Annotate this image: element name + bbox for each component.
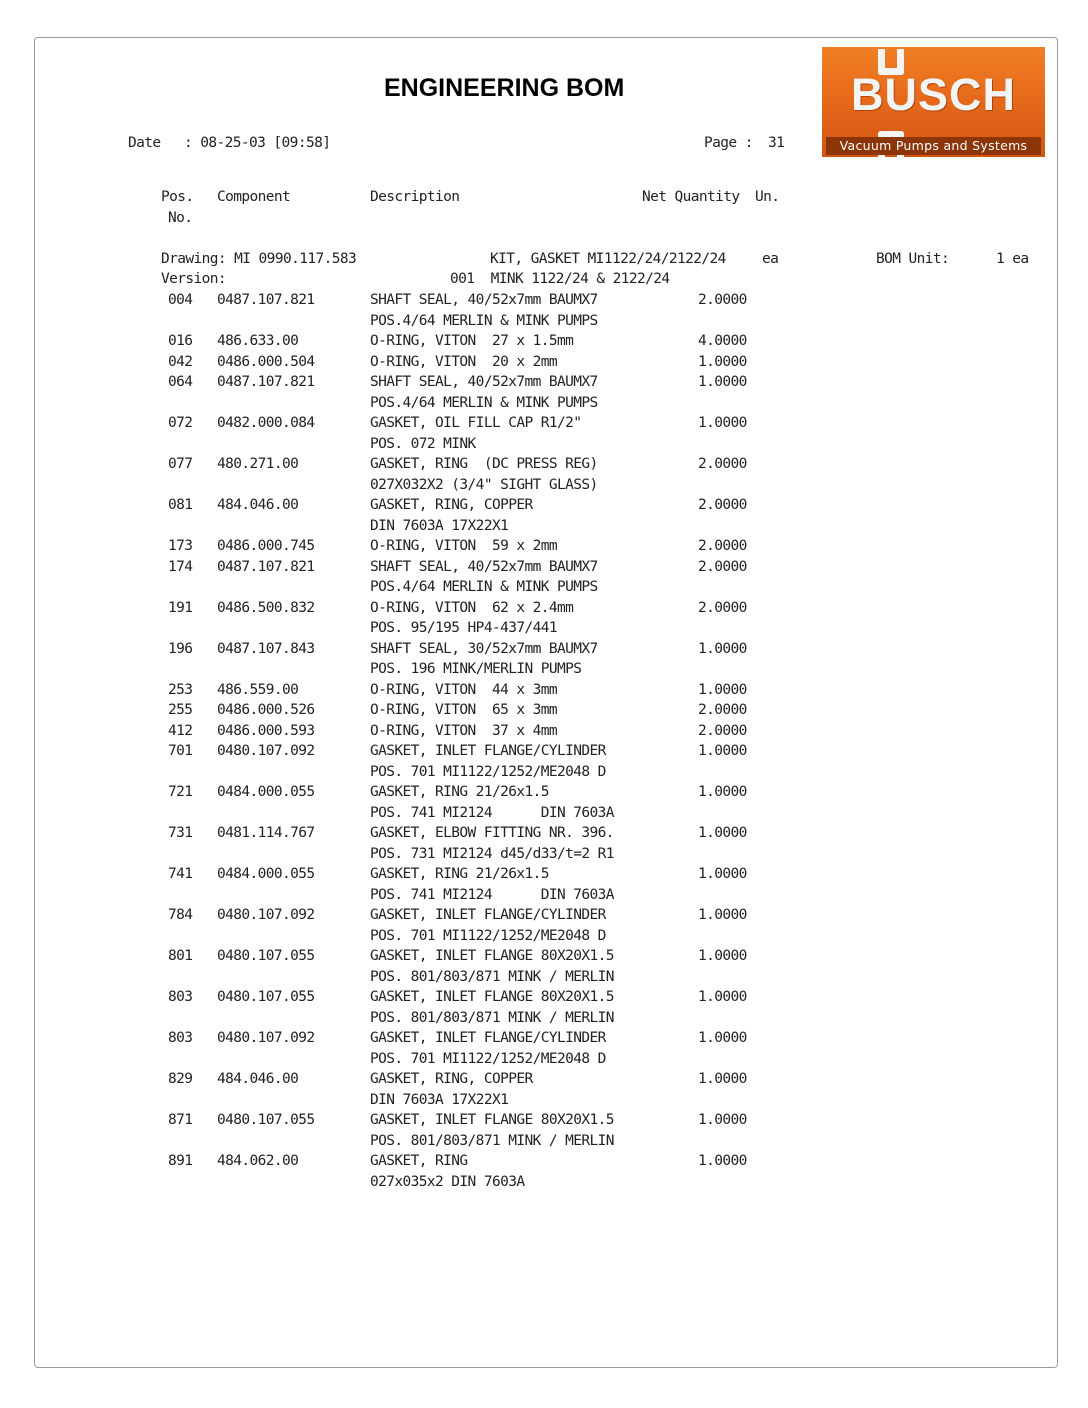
bom-item-row bbox=[0, 1071, 1088, 1091]
item-quantity: 1.0000 bbox=[698, 989, 747, 1005]
item-component: 0486.000.526 bbox=[217, 702, 315, 718]
item-component: 0484.000.055 bbox=[217, 784, 315, 800]
item-component: 484.046.00 bbox=[217, 497, 299, 513]
item-description: O-RING, VITON 59 x 2mm bbox=[370, 538, 557, 554]
item-quantity: 1.0000 bbox=[698, 825, 747, 841]
item-pos: 803 bbox=[168, 989, 193, 1005]
item-description: O-RING, VITON 37 x 4mm bbox=[370, 723, 557, 739]
item-pos: 731 bbox=[168, 825, 193, 841]
version-label: Version: bbox=[161, 271, 227, 287]
item-description-line2: POS. 95/195 HP4-437/441 bbox=[370, 620, 557, 636]
item-pos: 741 bbox=[168, 866, 193, 882]
item-pos: 072 bbox=[168, 415, 193, 431]
item-description: SHAFT SEAL, 30/52x7mm BAUMX7 bbox=[370, 641, 598, 657]
bom-item-row-continuation bbox=[0, 1092, 1088, 1112]
drawing-label: Drawing: MI 0990.117.583 bbox=[161, 251, 357, 267]
item-component: 0487.107.821 bbox=[217, 559, 315, 575]
item-component: 484.062.00 bbox=[217, 1153, 299, 1169]
bom-item-row-continuation bbox=[0, 313, 1088, 333]
item-pos: 871 bbox=[168, 1112, 193, 1128]
item-quantity: 1.0000 bbox=[698, 374, 747, 390]
item-description-line2: POS.4/64 MERLIN & MINK PUMPS bbox=[370, 579, 598, 595]
bom-item-row-continuation bbox=[0, 1133, 1088, 1153]
bom-item-row-continuation bbox=[0, 1174, 1088, 1194]
item-description: O-RING, VITON 20 x 2mm bbox=[370, 354, 557, 370]
item-description-line2: POS. 801/803/871 MINK / MERLIN bbox=[370, 969, 614, 985]
bom-item-row bbox=[0, 374, 1088, 394]
bom-item-row bbox=[0, 456, 1088, 476]
item-component: 0481.114.767 bbox=[217, 825, 315, 841]
item-pos: 196 bbox=[168, 641, 193, 657]
item-pos: 891 bbox=[168, 1153, 193, 1169]
item-description: GASKET, INLET FLANGE/CYLINDER bbox=[370, 1030, 606, 1046]
item-quantity: 2.0000 bbox=[698, 723, 747, 739]
item-component: 480.271.00 bbox=[217, 456, 299, 472]
item-description: GASKET, INLET FLANGE 80X20X1.5 bbox=[370, 948, 614, 964]
bom-item-row-continuation bbox=[0, 579, 1088, 599]
bom-item-row bbox=[0, 784, 1088, 804]
item-pos: 174 bbox=[168, 559, 193, 575]
date-label: Date bbox=[128, 135, 161, 151]
item-description-line2: POS. 701 MI1122/1252/ME2048 D bbox=[370, 1051, 606, 1067]
item-description: O-RING, VITON 65 x 3mm bbox=[370, 702, 557, 718]
item-pos: 016 bbox=[168, 333, 193, 349]
item-pos: 412 bbox=[168, 723, 193, 739]
item-description-line2: POS.4/64 MERLIN & MINK PUMPS bbox=[370, 395, 598, 411]
item-component: 0480.107.055 bbox=[217, 948, 315, 964]
bom-item-row bbox=[0, 1153, 1088, 1173]
item-component: 0480.107.092 bbox=[217, 1030, 315, 1046]
header-unit: Un. bbox=[755, 189, 780, 205]
item-pos: 191 bbox=[168, 600, 193, 616]
item-description: O-RING, VITON 44 x 3mm bbox=[370, 682, 557, 698]
item-component: 486.559.00 bbox=[217, 682, 299, 698]
item-description: GASKET, INLET FLANGE 80X20X1.5 bbox=[370, 1112, 614, 1128]
bom-item-row-continuation bbox=[0, 1010, 1088, 1030]
item-quantity: 1.0000 bbox=[698, 415, 747, 431]
header-pos: Pos. bbox=[161, 189, 194, 205]
item-quantity: 2.0000 bbox=[698, 600, 747, 616]
bom-item-row-continuation bbox=[0, 928, 1088, 948]
bom-item-row bbox=[0, 415, 1088, 435]
item-quantity: 1.0000 bbox=[698, 1153, 747, 1169]
header-no: No. bbox=[168, 210, 193, 226]
busch-logo bbox=[822, 47, 1045, 157]
item-pos: 721 bbox=[168, 784, 193, 800]
item-component: 0487.107.843 bbox=[217, 641, 315, 657]
date-value: : 08-25-03 [09:58] bbox=[184, 135, 331, 151]
bom-item-row-continuation bbox=[0, 661, 1088, 681]
item-quantity: 1.0000 bbox=[698, 354, 747, 370]
bom-item-row bbox=[0, 1112, 1088, 1132]
bom-item-row bbox=[0, 1030, 1088, 1050]
item-description-line2: POS. 196 MINK/MERLIN PUMPS bbox=[370, 661, 582, 677]
item-description: GASKET, OIL FILL CAP R1/2" bbox=[370, 415, 582, 431]
logo-tagline: Vacuum Pumps and Systems bbox=[826, 137, 1041, 155]
bom-item-row bbox=[0, 825, 1088, 845]
item-description: GASKET, RING bbox=[370, 1153, 468, 1169]
bom-item-row-continuation bbox=[0, 764, 1088, 784]
header-net-quantity: Net Quantity bbox=[642, 189, 740, 205]
item-description-line2: POS. 741 MI2124 DIN 7603A bbox=[370, 805, 614, 821]
item-pos: 801 bbox=[168, 948, 193, 964]
item-quantity: 1.0000 bbox=[698, 948, 747, 964]
item-description: GASKET, RING 21/26x1.5 bbox=[370, 784, 549, 800]
item-component: 0480.107.055 bbox=[217, 1112, 315, 1128]
bom-item-row-continuation bbox=[0, 436, 1088, 456]
item-description-line2: POS. 701 MI1122/1252/ME2048 D bbox=[370, 764, 606, 780]
header-component: Component bbox=[217, 189, 291, 205]
item-component: 486.633.00 bbox=[217, 333, 299, 349]
drawing-unit: ea bbox=[762, 251, 779, 267]
version-value: 001 MINK 1122/24 & 2122/24 bbox=[450, 271, 670, 287]
item-description-line2: POS. 741 MI2124 DIN 7603A bbox=[370, 887, 614, 903]
item-pos: 253 bbox=[168, 682, 193, 698]
bom-item-row bbox=[0, 354, 1088, 374]
item-description: GASKET, INLET FLANGE/CYLINDER bbox=[370, 907, 606, 923]
item-quantity: 2.0000 bbox=[698, 292, 747, 308]
bom-item-row bbox=[0, 497, 1088, 517]
item-description: GASKET, RING 21/26x1.5 bbox=[370, 866, 549, 882]
bom-item-row-continuation bbox=[0, 518, 1088, 538]
item-quantity: 1.0000 bbox=[698, 682, 747, 698]
item-pos: 829 bbox=[168, 1071, 193, 1087]
bom-item-row bbox=[0, 907, 1088, 927]
item-description: GASKET, INLET FLANGE/CYLINDER bbox=[370, 743, 606, 759]
item-component: 0484.000.055 bbox=[217, 866, 315, 882]
item-component: 0486.000.593 bbox=[217, 723, 315, 739]
item-component: 0480.107.092 bbox=[217, 743, 315, 759]
bom-item-row-continuation bbox=[0, 846, 1088, 866]
item-component: 484.046.00 bbox=[217, 1071, 299, 1087]
header-description: Description bbox=[370, 189, 460, 205]
item-pos: 081 bbox=[168, 497, 193, 513]
drawing-description: KIT, GASKET MI1122/24/2122/24 bbox=[490, 251, 726, 267]
item-component: 0482.000.084 bbox=[217, 415, 315, 431]
item-quantity: 1.0000 bbox=[698, 743, 747, 759]
item-quantity: 4.0000 bbox=[698, 333, 747, 349]
item-component: 0480.107.055 bbox=[217, 989, 315, 1005]
document-title: ENGINEERING BOM bbox=[384, 74, 625, 102]
bom-item-row bbox=[0, 600, 1088, 620]
bom-item-row bbox=[0, 333, 1088, 353]
item-component: 0486.500.832 bbox=[217, 600, 315, 616]
item-description: GASKET, INLET FLANGE 80X20X1.5 bbox=[370, 989, 614, 1005]
page-label: Page : bbox=[704, 135, 753, 151]
item-description-line2: DIN 7603A 17X22X1 bbox=[370, 518, 509, 534]
item-quantity: 2.0000 bbox=[698, 538, 747, 554]
item-pos: 803 bbox=[168, 1030, 193, 1046]
item-pos: 004 bbox=[168, 292, 193, 308]
item-description-line2: POS. 701 MI1122/1252/ME2048 D bbox=[370, 928, 606, 944]
item-quantity: 1.0000 bbox=[698, 784, 747, 800]
item-quantity: 2.0000 bbox=[698, 559, 747, 575]
logo-wordmark: BUSCH bbox=[850, 69, 1016, 120]
item-description: SHAFT SEAL, 40/52x7mm BAUMX7 bbox=[370, 374, 598, 390]
item-description-line2: POS. 731 MI2124 d45/d33/t=2 R1 bbox=[370, 846, 614, 862]
item-quantity: 1.0000 bbox=[698, 907, 747, 923]
item-description-line2: POS.4/64 MERLIN & MINK PUMPS bbox=[370, 313, 598, 329]
item-component: 0486.000.745 bbox=[217, 538, 315, 554]
item-description: SHAFT SEAL, 40/52x7mm BAUMX7 bbox=[370, 559, 598, 575]
item-description: GASKET, RING (DC PRESS REG) bbox=[370, 456, 598, 472]
item-pos: 064 bbox=[168, 374, 193, 390]
item-component: 0480.107.092 bbox=[217, 907, 315, 923]
bom-item-row bbox=[0, 866, 1088, 886]
item-component: 0486.000.504 bbox=[217, 354, 315, 370]
item-description: GASKET, ELBOW FITTING NR. 396. bbox=[370, 825, 614, 841]
bom-item-row-continuation bbox=[0, 969, 1088, 989]
item-pos: 077 bbox=[168, 456, 193, 472]
item-quantity: 1.0000 bbox=[698, 866, 747, 882]
item-description: O-RING, VITON 62 x 2.4mm bbox=[370, 600, 574, 616]
bom-item-row-continuation bbox=[0, 805, 1088, 825]
bom-item-row bbox=[0, 702, 1088, 722]
item-description-line2: 027x035x2 DIN 7603A bbox=[370, 1174, 525, 1190]
item-description-line2: POS. 801/803/871 MINK / MERLIN bbox=[370, 1133, 614, 1149]
bom-item-row bbox=[0, 538, 1088, 558]
item-pos: 784 bbox=[168, 907, 193, 923]
bom-item-row-continuation bbox=[0, 1051, 1088, 1071]
bom-item-row bbox=[0, 682, 1088, 702]
item-description-line2: DIN 7603A 17X22X1 bbox=[370, 1092, 509, 1108]
item-description: O-RING, VITON 27 x 1.5mm bbox=[370, 333, 574, 349]
item-quantity: 1.0000 bbox=[698, 1030, 747, 1046]
bom-item-row bbox=[0, 948, 1088, 968]
item-pos: 255 bbox=[168, 702, 193, 718]
page-number: 31 bbox=[768, 135, 785, 151]
item-description: GASKET, RING, COPPER bbox=[370, 497, 533, 513]
item-description-line2: 027X032X2 (3/4" SIGHT GLASS) bbox=[370, 477, 598, 493]
item-component: 0487.107.821 bbox=[217, 292, 315, 308]
bom-item-row bbox=[0, 723, 1088, 743]
item-quantity: 2.0000 bbox=[698, 456, 747, 472]
item-quantity: 1.0000 bbox=[698, 1071, 747, 1087]
item-quantity: 2.0000 bbox=[698, 702, 747, 718]
bom-unit-label: BOM Unit: bbox=[876, 251, 950, 267]
item-component: 0487.107.821 bbox=[217, 374, 315, 390]
item-description: GASKET, RING, COPPER bbox=[370, 1071, 533, 1087]
bom-item-row-continuation bbox=[0, 620, 1088, 640]
bom-item-row-continuation bbox=[0, 477, 1088, 497]
bom-unit-value: 1 ea bbox=[996, 251, 1029, 267]
item-description-line2: POS. 072 MINK bbox=[370, 436, 476, 452]
bom-item-row bbox=[0, 989, 1088, 1009]
item-pos: 173 bbox=[168, 538, 193, 554]
item-pos: 701 bbox=[168, 743, 193, 759]
bom-item-row bbox=[0, 641, 1088, 661]
item-description-line2: POS. 801/803/871 MINK / MERLIN bbox=[370, 1010, 614, 1026]
item-quantity: 2.0000 bbox=[698, 497, 747, 513]
bom-item-row bbox=[0, 559, 1088, 579]
bom-item-row-continuation bbox=[0, 887, 1088, 907]
item-pos: 042 bbox=[168, 354, 193, 370]
bom-item-row bbox=[0, 743, 1088, 763]
item-quantity: 1.0000 bbox=[698, 641, 747, 657]
bom-item-row bbox=[0, 292, 1088, 312]
bom-item-row-continuation bbox=[0, 395, 1088, 415]
item-quantity: 1.0000 bbox=[698, 1112, 747, 1128]
item-description: SHAFT SEAL, 40/52x7mm BAUMX7 bbox=[370, 292, 598, 308]
